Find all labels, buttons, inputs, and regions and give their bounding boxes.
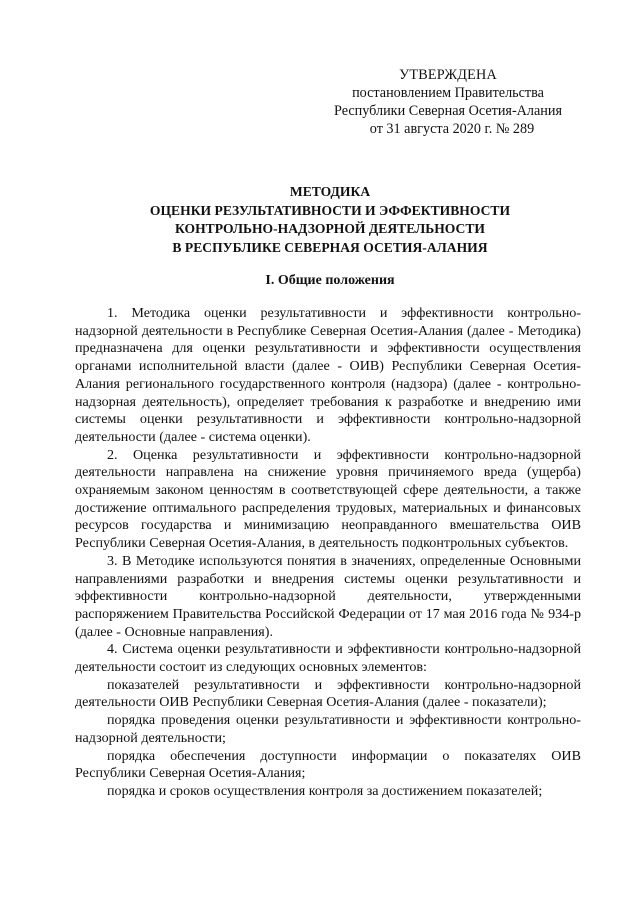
list-item-control-procedure: порядка и сроков осуществления контроля за достижением показателей; [107, 782, 543, 799]
body-text [75, 305, 581, 801]
list-item-information-access: порядка обеспечения доступности информации о показателях ОИВ Республики Северная Осетия-Алания; [75, 747, 581, 782]
document-title-line-3: КОНТРОЛЬНО-НАДЗОРНОЙ ДЕЯТЕЛЬНОСТИ [175, 221, 485, 236]
list-item-assessment-procedure: порядка проведения оценки результативности и эффективности контрольно-надзорной деятельности; [75, 712, 581, 746]
paragraph-1: 1. Методика оценки результативности и эффективности контрольно-надзорной деятельности в Республике Северная Осетия-Алания (далее - Методика) предназначена для оценки результативности и эффективности осуществления органами исполнительной власти (далее - ОИВ) Республики Северная Осетия-Алания регионального государственного контроля (надзора) (далее - контрольно-надзорная деятельность), определяет требования к разработке и внедрению ими системы оценки результативности и эффективности контрольно-надзорной деятельности (далее - система оценки). [75, 305, 581, 445]
document-title [80, 183, 580, 257]
section-heading: I. Общие положения [265, 273, 395, 288]
approval-date-line: от 31 августа 2020 г. № 289 [369, 121, 535, 137]
document-title-line-2: ОЦЕНКИ РЕЗУЛЬТАТИВНОСТИ И ЭФФЕКТИВНОСТИ [149, 202, 511, 218]
approval-line-1: постановлением Правительства [352, 85, 544, 101]
paragraph-4: 4. Система оценки результативности и эффективности контрольно-надзорной деятельности состоит из следующих основных элементов: [75, 641, 581, 676]
document-title-line-1: МЕТОДИКА [289, 184, 371, 199]
list-item-indicators: показателей результативности и эффективности контрольно-надзорной деятельности ОИВ Республики Северная Осетия-Алания (далее - показатели); [75, 676, 581, 711]
approval-line-2: Республики Северная Осетия-Алания [333, 103, 562, 119]
approval-title: УТВЕРЖДЕНА [399, 67, 497, 83]
document-title-line-4: В РЕСПУБЛИКЕ СЕВЕРНАЯ ОСЕТИЯ-АЛАНИЯ [172, 239, 488, 255]
approval-stamp [318, 66, 578, 138]
paragraph-2: 2. Оценка результативности и эффективности контрольно-надзорной деятельности направлена на снижение уровня причиняемого вреда (ущерба) охраняемым законом ценностям в соответствующей сфере деятельности, а также достижение оптимального распределения трудовых, материальных и финансовых ресурсов государства и минимизацию неоправданного вмешательства ОИВ Республики Северная Осетия-Алания, в деятельность подконтрольных субъектов. [75, 446, 581, 552]
paragraph-3: 3. В Методике используются понятия в значениях, определенные Основными направлениями разработки и внедрения системы оценки результативности и эффективности контрольно-надзорной деятельности, утвержденными распоряжением Правительства Российской Федерации от 17 мая 2016 года № 934-р (далее - Основные направления). [75, 552, 581, 640]
